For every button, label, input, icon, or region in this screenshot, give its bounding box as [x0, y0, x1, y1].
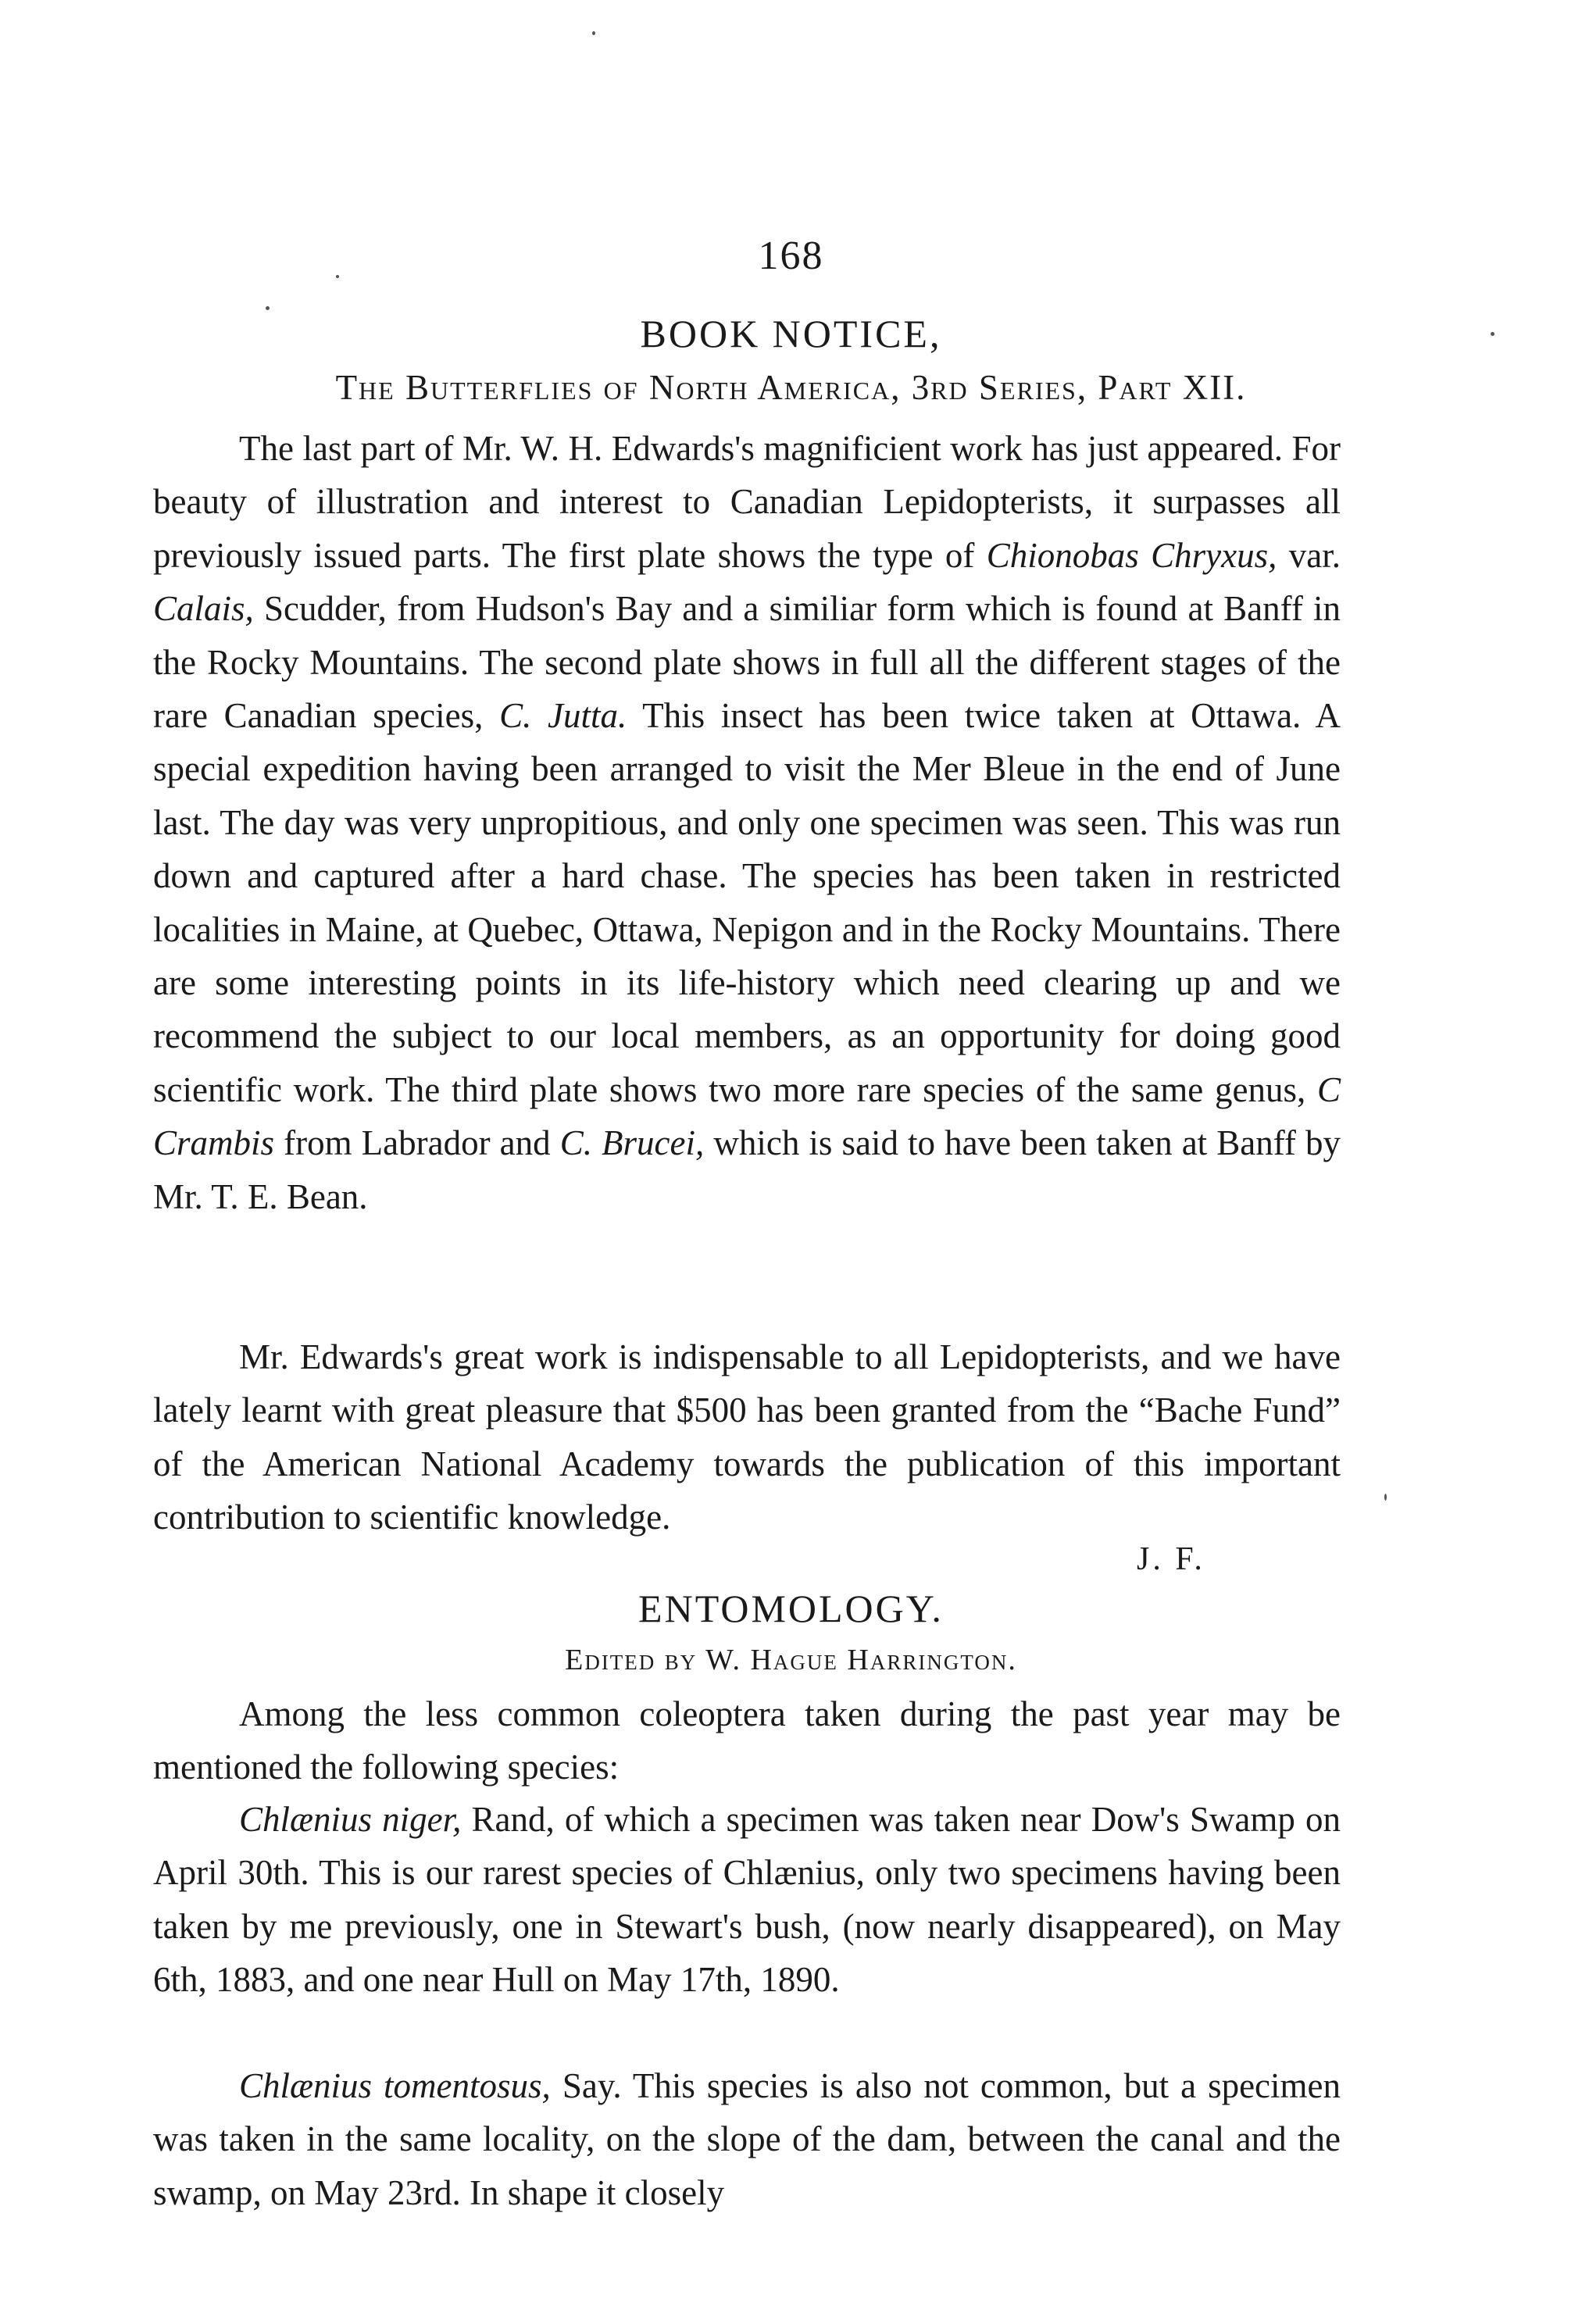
- scan-speck: [266, 306, 270, 310]
- italic-taxon-name: Calais,: [153, 589, 254, 629]
- page-number: 168: [758, 234, 824, 278]
- signature: J. F.: [1137, 1541, 1205, 1577]
- entomology-heading: ENTOMOLOGY.: [638, 1587, 944, 1630]
- scan-speck: [336, 275, 339, 278]
- entomology-paragraph-3: Chlænius tomentosus, Say. This species is also not common, but a specimen was taken in the same locality, on the slope of the dam, between the canal and the swamp, on May 23rd. In shape it closely: [153, 2066, 1341, 2212]
- scan-speck: [1384, 1494, 1387, 1501]
- italic-taxon-name: Chlænius niger,: [239, 1800, 462, 1839]
- book-notice-paragraph-1: The last part of Mr. W. H. Edwards's magnificient work has just appeared. For beauty of illustration and interest to Canadian Lepidopterists, it surpasses all previously issued parts. The first plate shows the type of Chionobas Chryxus, var. Calais, Scudder, from Hudson's Bay and a similiar form which is found at Banff in the Rocky Mountains. The second plate shows in full all the different stages of the rare Canadian species, C. Jutta. This insect has been twice taken at Ottawa. A special expedition having been arranged to visit the Mer Bleue in the end of June last. The day was very unpropitious, and only one specimen was seen. This was run down and captured after a hard chase. The species has been taken in restricted localities in Maine, at Quebec, Ottawa, Nepigon and in the Rocky Mountains. There are some interesting points in its life-history which need clearing up and we recommend the subject to our local members, as an opportunity for doing good scientific work. The third plate shows two more rare species of the same genus, C Crambis from Labrador and C. Brucei, which is said to have been taken at Banff by Mr. T. E. Bean.: [153, 429, 1341, 1216]
- entomology-paragraph-2: Chlænius niger, Rand, of which a specimen was taken near Dow's Swamp on April 30th. This is our rarest species of Chlænius, only two specimens having been taken by me previously, one in Stewart's bush, (now nearly disappeared), on May 6th, 1883, and one near Hull on May 17th, 1890.: [153, 1800, 1341, 2000]
- italic-taxon-name: Chlænius tomentosus,: [239, 2066, 551, 2105]
- italic-taxon-name: C. Brucei,: [559, 1123, 705, 1163]
- italic-taxon-name: Chionobas Chryxus,: [986, 535, 1277, 575]
- book-notice-heading: BOOK NOTICE,: [640, 312, 942, 355]
- book-notice-paragraph-2: Mr. Edwards's great work is indispensable to all Lepidopterists, and we have lately learnt with great pleasure that $500 has been granted from the “Bache Fund” of the American National Academy towards the publication of this important contribution to scientific knowledge.: [153, 1337, 1341, 1537]
- italic-taxon-name: C. Jutta.: [499, 696, 627, 736]
- entomology-paragraph-1: Among the less common coleoptera taken during the past year may be mentioned the following species:: [153, 1694, 1341, 1787]
- scan-speck: [1491, 332, 1495, 336]
- italic-taxon-name: C Crambis: [153, 1069, 1341, 1163]
- scan-speck: [592, 31, 595, 35]
- editor-line: Edited by W. Hague Harrington.: [565, 1644, 1017, 1676]
- book-title: The Butterflies of North America, 3rd Series, Part XII.: [335, 368, 1247, 407]
